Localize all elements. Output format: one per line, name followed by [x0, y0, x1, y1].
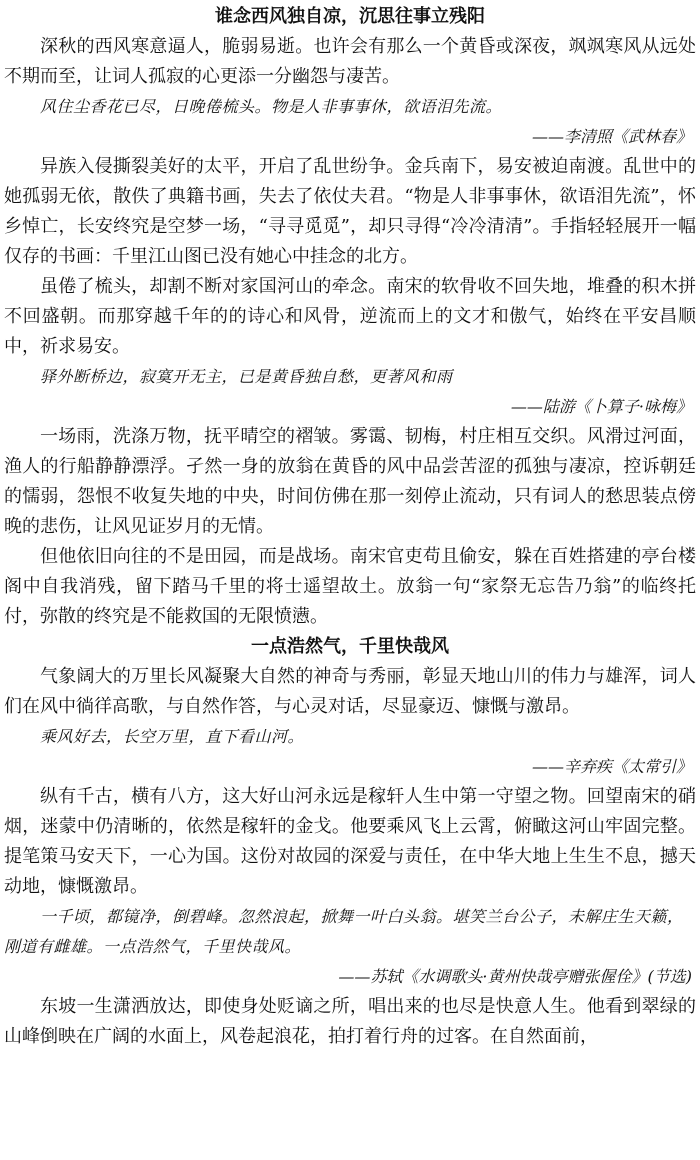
poem-source: ——陆游《卜算子·咏梅》 [510, 397, 692, 416]
body-paragraph: 气象阔大的万里长风凝聚大自然的神奇与秀丽，彰显天地山川的伟力与雄浑，词人们在风中徜徉高歌，与自然作答，与心灵对话，尽显豪迈、慷慨与激昂。 [4, 666, 696, 717]
body-paragraph: 但他依旧向往的不是田园，而是战场。南宋官吏苟且偷安，躲在百姓搭建的亭台楼阁中自我消残，留下踏马千里的将士遥望故土。放翁一句“家祭无忘告乃翁”的临终托付，弥散的终究是不能救国的无限愤懑。 [4, 546, 696, 627]
body-paragraph: 虽倦了梳头，却割不断对家国河山的牵念。南宋的软骨收不回失地，堆叠的积木拼不回盛朝。而那穿越千年的的诗心和风骨，逆流而上的文才和傲气，始终在平安昌顺中，祈求易安。 [4, 276, 696, 357]
section-heading: 谁念西风独自凉，沉思往事立残阳 [215, 6, 485, 27]
poem-quote: 乘风好去，长空万里，直下看山河。 [40, 727, 305, 746]
body-paragraph: 东坡一生潇洒放达，即使身处贬谪之所，唱出来的也尽是快意人生。他看到翠绿的山峰倒映在广阔的水面上，风卷起浪花，拍打着行舟的过客。在自然面前， [4, 996, 696, 1047]
poem-source: ——苏轼《水调歌头·黄州快哉亭赠张偓佺》(节选) [338, 967, 692, 986]
poem-quote: 风住尘香花已尽，日晚倦梳头。物是人非事事休，欲语泪先流。 [40, 97, 503, 116]
body-paragraph: 一场雨，洗涤万物，抚平晴空的褶皱。雾霭、韧梅，村庄相互交织。风滑过河面，渔人的行船静静漂浮。孑然一身的放翁在黄昏的风中品尝苦涩的孤独与凄凉，控诉朝廷的懦弱，怨恨不收复失地的中央，时间仿佛在那一刻停止流动，只有词人的愁思装点傍晚的悲伤，让风见证岁月的无情。 [4, 426, 696, 537]
body-paragraph: 纵有千古，横有八方，这大好山河永远是稼轩人生中第一守望之物。回望南宋的硝烟，迷蒙中仍清晰的，依然是稼轩的金戈。他要乘风飞上云霄，俯瞰这河山牢固完整。提笔策马安天下，一心为国。这份对故园的深爱与责任，在中华大地上生生不息，撼天动地，慷慨激昂。 [4, 786, 696, 897]
body-paragraph: 深秋的西风寒意逼人，脆弱易逝。也许会有那么一个黄昏或深夜，飒飒寒风从远处不期而至，让词人孤寂的心更添一分幽怨与凄苦。 [4, 36, 696, 87]
body-paragraph: 异族入侵撕裂美好的太平，开启了乱世纷争。金兵南下，易安被迫南渡。乱世中的她孤弱无依，散佚了典籍书画，失去了依仗夫君。“物是人非事事休，欲语泪先流”，怀乡悼亡，长安终究是空梦一场，“寻寻觅觅”，却只寻得“冷冷清清”。手指轻轻展开一幅仅存的书画：千里江山图已没有她心中挂念的北方。 [4, 156, 696, 267]
poem-source: ——辛弃疾《太常引》 [531, 757, 692, 776]
section-heading: 一点浩然气，千里快哉风 [251, 636, 449, 657]
poem-quote: 驿外断桥边，寂寞开无主，已是黄昏独自愁，更著风和雨 [40, 367, 453, 386]
poem-source: ——李清照《武林春》 [531, 127, 692, 146]
poem-quote: 一千顷，都镜净，倒碧峰。忽然浪起，掀舞一叶白头翁。堪笑兰台公子，未解庄生天籁，刚道有雌雄。一点浩然气，千里快哉风。 [4, 907, 684, 956]
